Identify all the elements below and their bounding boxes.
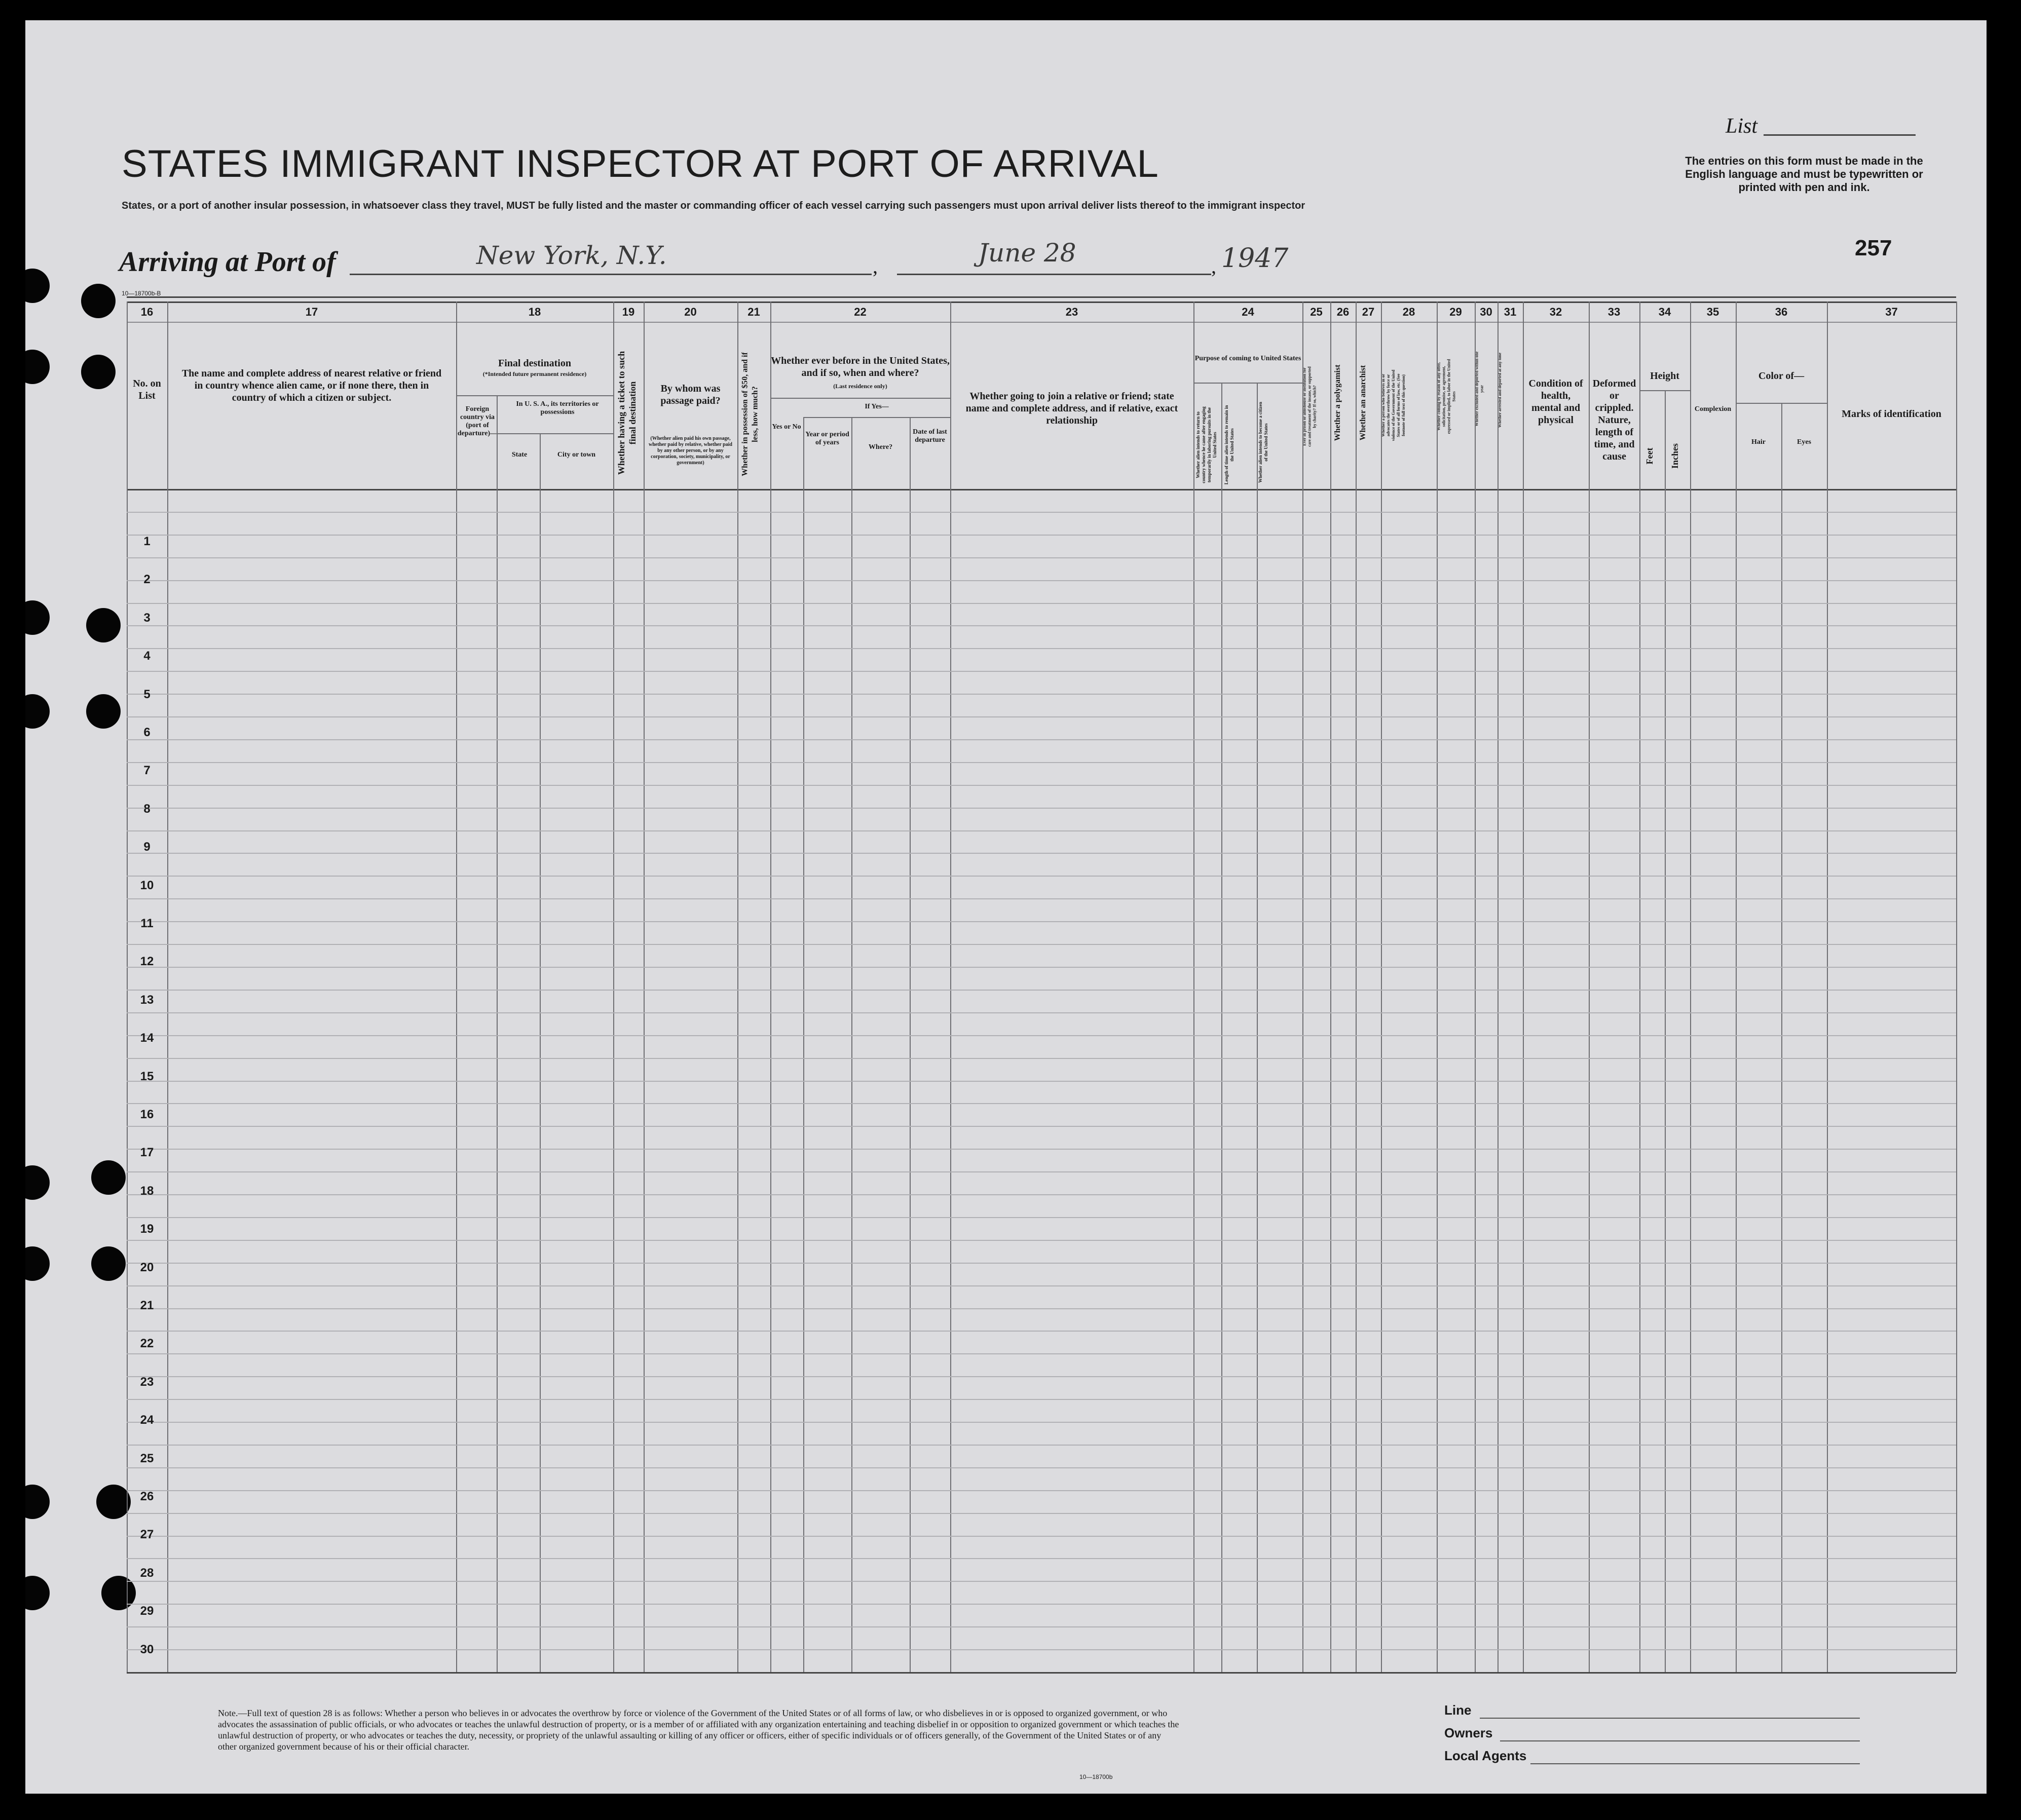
punch-hole — [86, 694, 121, 729]
ruled-line — [127, 808, 1956, 809]
header-inches: Inches — [1670, 443, 1680, 469]
sub-column-divider — [540, 433, 541, 1672]
column-divider — [1356, 301, 1357, 1672]
port-handwriting: New York, N.Y. — [476, 241, 667, 270]
ruled-line — [127, 762, 1956, 763]
column-divider — [1193, 301, 1194, 1672]
footnote-question-28: Note.—Full text of question 28 is as follows: Whether a person who believes in or advocates the overthrow by force or violence of the Government of the United States or of all forms of law, or who disbelieves in or is opposed to organized government, or who advocates the assassination of public officials, or who advocates or teaches the unlawful destruction of property, or is a member of or affiliated with any organization entertaining and teaching disbelief in or opposition to organized government or which teaches the unlawful destruction of property, or who advocates or teaches the duty, necessity, or propriety of the unlawful assaulting or killing of any officer or officers, either of specific individuals or of officers generally, of the Government of the United States or of any other organized government because of his or their official character. — [218, 1708, 1179, 1752]
header-ever-before-in-us: Whether ever before in the United States, and if so, when and where? — [771, 355, 950, 378]
sub-column-divider — [1665, 390, 1666, 1672]
header-labor-offer: Whether coming by reason of any offer, solicitation, promise, or agreement, expressed or implied, to labor in the United States — [1436, 359, 1456, 434]
ruled-line — [127, 512, 1956, 513]
col-number-29: 29 — [1449, 306, 1462, 318]
col-number-17: 17 — [305, 306, 318, 318]
header-anarchist: Whether an anarchist — [1359, 365, 1367, 441]
sub-column-divider — [910, 417, 911, 1672]
manifest-table — [127, 296, 1956, 1670]
col-number-18: 18 — [528, 306, 541, 318]
punch-hole — [25, 694, 50, 729]
form-code: 10—18700b-B — [122, 290, 161, 297]
ruled-line — [127, 1353, 1956, 1354]
ruled-line — [127, 1285, 1956, 1286]
ruled-line — [127, 1012, 1956, 1013]
header-last-residence: (Last residence only) — [833, 383, 887, 390]
column-divider — [1381, 301, 1382, 1672]
comma-2: , — [1211, 255, 1216, 278]
column-divider — [1437, 301, 1438, 1672]
local-agents-label: Local Agents — [1444, 1748, 1527, 1763]
ruled-line — [127, 694, 1956, 695]
header-health: Condition of health, mental and physical — [1528, 378, 1583, 426]
ruled-line — [127, 1149, 1956, 1150]
ruled-line — [127, 1536, 1956, 1537]
list-field[interactable] — [1764, 134, 1916, 136]
header-polygamist: Whether a polygamist — [1333, 364, 1342, 441]
table-top-border — [127, 296, 1956, 298]
header-prison-almshouse: Ever in prison or almshouse or institution for care and treatment of the insane, or supported by charity? If so, which? — [1302, 366, 1317, 447]
header-hair: Hair — [1751, 438, 1766, 446]
year-handwriting: 1947 — [1221, 243, 1289, 274]
ruled-line — [127, 1308, 1956, 1309]
form-subtitle: States, or a port of another insular possession, in whatsoever class they travel, MUST be fully listed and the master or commanding officer of each vessel carrying such passengers must upon arrival deliver lists thereof to the immigrant inspector — [122, 200, 1305, 211]
ruled-line — [127, 1399, 1956, 1400]
sub-column-divider — [1781, 403, 1782, 1672]
row-number: 20 — [140, 1260, 154, 1274]
column-divider — [1498, 301, 1499, 1672]
header-complexion: Complexion — [1694, 405, 1732, 413]
ruled-line — [127, 921, 1956, 922]
column-divider — [1302, 301, 1303, 1672]
row-number: 6 — [143, 726, 151, 739]
row-number: 18 — [140, 1184, 154, 1198]
ruled-line — [127, 853, 1956, 854]
header-eyes: Eyes — [1797, 438, 1811, 446]
punch-hole — [91, 1246, 126, 1281]
punch-hole — [25, 1485, 50, 1519]
date-handwriting: June 28 — [978, 238, 1076, 268]
header-fifty-dollars: Whether in possession of $50, and if less, how much? — [740, 352, 760, 476]
entries-note: The entries on this form must be made in the English language and must be typewritten or printed with pen and ink. — [1685, 155, 1923, 194]
header-city-or-town: City or town — [557, 451, 596, 459]
row-number: 15 — [140, 1069, 154, 1083]
ruled-line — [127, 1103, 1956, 1104]
col-number-23: 23 — [1065, 306, 1078, 318]
ruled-line — [127, 580, 1956, 581]
page-number: 257 — [1855, 236, 1892, 260]
ruled-line — [127, 785, 1956, 786]
port-label: Arriving at Port of — [119, 246, 336, 278]
col-number-31: 31 — [1504, 306, 1517, 318]
row-number: 1 — [143, 535, 151, 548]
column-divider — [644, 301, 645, 1672]
header-where: Where? — [868, 443, 893, 451]
column-divider — [1475, 301, 1476, 1672]
col-number-35: 35 — [1706, 306, 1719, 318]
ruled-line — [127, 671, 1956, 672]
ruled-line — [127, 1626, 1956, 1627]
col-number-19: 19 — [622, 306, 635, 318]
row-number: 25 — [140, 1451, 154, 1465]
header-year-or-period: Year or period of years — [805, 431, 849, 446]
col-number-37: 37 — [1885, 306, 1898, 318]
header-passage-paid-sub: (Whether alien paid his own passage, whether paid by relative, whether paid by any other person, or by any corporation, society, municipality, or government) — [648, 436, 732, 466]
row-number: 12 — [140, 955, 154, 969]
line-field[interactable] — [1480, 1718, 1860, 1719]
col-number-36: 36 — [1775, 306, 1788, 318]
col-number-20: 20 — [684, 306, 697, 318]
column-divider — [1956, 301, 1957, 1672]
col-number-27: 27 — [1362, 306, 1375, 318]
ruled-line — [127, 1081, 1956, 1082]
ruled-line — [127, 1194, 1956, 1195]
ruled-line — [127, 1422, 1956, 1423]
ruled-line — [127, 1126, 1956, 1127]
ruled-line — [127, 1558, 1956, 1559]
footer-form-code: 10—18700b — [1079, 1773, 1113, 1780]
punch-hole — [25, 600, 50, 635]
punch-hole — [25, 269, 50, 303]
row-number: 14 — [140, 1031, 154, 1045]
row-number: 7 — [143, 764, 151, 778]
header-overthrow: Whether a person who believes in or advocates the overthrow by force or violence of the Government of the United States or of all forms of law, etc. (See footnote of full text of this question) — [1381, 369, 1406, 441]
line-label: Line — [1444, 1702, 1472, 1718]
ruled-line — [127, 1263, 1956, 1264]
punch-hole — [25, 1576, 50, 1610]
ruled-line — [127, 625, 1956, 626]
row-number: 22 — [140, 1337, 154, 1351]
row-number: 4 — [143, 649, 151, 663]
row-number: 11 — [140, 917, 154, 930]
list-label: List — [1726, 115, 1758, 138]
ruled-line — [127, 1171, 1956, 1172]
ruled-line — [127, 603, 1956, 604]
form-title: STATES IMMIGRANT INSPECTOR AT PORT OF ARRIVAL — [122, 142, 1159, 185]
header-height: Height — [1650, 370, 1679, 382]
ruled-line — [127, 1058, 1956, 1059]
row-number: 26 — [140, 1490, 154, 1503]
column-divider — [1639, 301, 1640, 1672]
punch-hole — [91, 1160, 126, 1195]
row-number: 3 — [143, 611, 151, 625]
header-feet: Feet — [1644, 447, 1655, 465]
sub-divider — [456, 395, 613, 396]
col-number-32: 32 — [1549, 306, 1562, 318]
header-foreign-country: Foreign country via (port of departure)— — [457, 405, 498, 437]
row-number: 16 — [140, 1108, 154, 1121]
ruled-line — [127, 1331, 1956, 1332]
header-state: State — [511, 451, 528, 459]
row-number: 21 — [140, 1299, 154, 1312]
header-bottom-border — [127, 489, 1956, 490]
col-number-21: 21 — [747, 306, 760, 318]
ruled-line — [127, 1035, 1956, 1036]
sub-divider — [803, 417, 950, 418]
col-number-16: 16 — [140, 306, 154, 318]
ruled-line — [127, 898, 1956, 899]
ruled-line — [127, 1467, 1956, 1468]
ruled-line — [127, 1513, 1956, 1514]
sub-column-divider — [1221, 383, 1222, 1672]
manifest-sheet — [25, 20, 1987, 1794]
column-divider — [613, 301, 614, 1672]
ruled-line — [127, 830, 1956, 831]
row-number: 24 — [140, 1413, 154, 1427]
local-agents-field[interactable] — [1530, 1763, 1860, 1764]
header-excluded-deported: Whether excluded and deported within one year — [1474, 351, 1484, 427]
punch-hole — [25, 1165, 50, 1200]
header-purpose-citizen: Whether alien intends to become a citizen of the United States — [1258, 402, 1268, 483]
column-number-divider — [127, 322, 1956, 323]
ruled-line — [127, 990, 1956, 991]
ruled-line — [127, 944, 1956, 945]
row-number: 28 — [140, 1566, 154, 1580]
ruled-line — [127, 876, 1956, 877]
column-divider — [737, 301, 738, 1672]
comma-1: , — [873, 255, 878, 278]
sub-column-divider — [851, 417, 852, 1672]
header-join-relative: Whether going to join a relative or friend; state name and complete address, and if relative, exact relationship — [965, 391, 1178, 426]
punch-hole — [81, 284, 116, 318]
punch-hole — [86, 608, 121, 642]
row-number: 19 — [140, 1222, 154, 1236]
column-divider — [1827, 301, 1828, 1672]
col-number-26: 26 — [1336, 306, 1350, 318]
header-yes-or-no: Yes or No — [772, 423, 801, 431]
row-number: 5 — [143, 687, 151, 701]
table-top-border-2 — [127, 301, 1956, 303]
sub-divider — [1193, 383, 1302, 384]
ruled-line — [127, 1581, 1956, 1582]
header-purpose: Purpose of coming to United States — [1194, 355, 1301, 362]
header-marks-identification: Marks of identification — [1842, 408, 1941, 420]
ruled-line — [127, 1217, 1956, 1218]
header-no-on-list: No. on List — [133, 378, 161, 401]
ruled-line — [127, 716, 1956, 717]
punch-hole — [96, 1485, 131, 1519]
column-divider — [1330, 301, 1331, 1672]
ruled-line — [127, 1240, 1956, 1241]
row-number: 29 — [140, 1604, 154, 1618]
column-divider — [1690, 301, 1691, 1672]
column-divider — [1589, 301, 1590, 1672]
column-divider — [1736, 301, 1737, 1672]
row-number: 8 — [143, 802, 151, 816]
sub-divider — [770, 398, 950, 399]
header-purpose-length: Length of time alien intends to remain in the United States — [1224, 405, 1234, 485]
col-number-28: 28 — [1402, 306, 1415, 318]
column-divider — [127, 301, 128, 1672]
ruled-line — [127, 557, 1956, 558]
ruled-line — [127, 1649, 1956, 1650]
row-number: 10 — [140, 878, 154, 892]
column-divider — [456, 301, 457, 1672]
header-color-of: Color of— — [1758, 370, 1805, 382]
row-number: 27 — [140, 1528, 154, 1542]
ruled-line — [127, 1490, 1956, 1491]
header-deformed: Deformed or crippled. Nature, length of time, and cause — [1592, 378, 1636, 462]
ruled-line — [127, 535, 1956, 536]
col-number-33: 33 — [1607, 306, 1621, 318]
column-divider — [770, 301, 771, 1672]
column-divider — [1523, 301, 1524, 1672]
row-number: 2 — [143, 573, 151, 587]
col-number-30: 30 — [1480, 306, 1492, 318]
ruled-line — [127, 739, 1956, 740]
header-in-usa: In U. S. A., its territories or possessions — [516, 400, 599, 416]
owners-label: Owners — [1444, 1725, 1493, 1740]
header-nearest-relative: The name and complete address of nearest relative or friend in country whence alien came, or if none there, then in country of which a citizen or subject. — [181, 368, 442, 403]
column-divider — [950, 301, 951, 1672]
punch-hole — [81, 355, 116, 389]
owners-field[interactable] — [1500, 1740, 1860, 1741]
header-arrested-deported: Whether arrested and deported at any time — [1498, 352, 1502, 428]
date-field[interactable] — [897, 274, 1211, 275]
ruled-line — [127, 648, 1956, 649]
row-number: 13 — [140, 993, 154, 1007]
row-number: 23 — [140, 1375, 154, 1389]
header-final-destination-sub: (*Intended future permanent residence) — [482, 370, 587, 377]
table-bottom-border — [127, 1672, 1956, 1674]
header-date-last-departure: Date of last departure — [913, 428, 947, 444]
sub-column-divider — [803, 417, 804, 1672]
sub-column-divider — [497, 395, 498, 1672]
header-purpose-return: Whether alien intends to return to country whence he came after engaging temporarily in laboring pursuits in the United States — [1195, 406, 1217, 483]
col-number-25: 25 — [1310, 306, 1323, 318]
col-number-24: 24 — [1242, 306, 1254, 318]
port-field[interactable] — [350, 274, 872, 275]
punch-hole — [25, 1246, 50, 1281]
row-number: 17 — [140, 1146, 154, 1160]
sub-divider — [497, 433, 613, 434]
sub-column-divider — [1257, 383, 1258, 1672]
header-final-destination: Final destination — [498, 358, 571, 369]
column-divider — [167, 301, 168, 1672]
header-ticket-to-destination: Whether having a ticket to such final destination — [616, 351, 638, 475]
row-number: 30 — [140, 1642, 154, 1656]
ruled-line — [127, 1604, 1956, 1605]
col-number-34: 34 — [1658, 306, 1671, 318]
header-if-yes: If Yes— — [865, 403, 889, 410]
row-number: 9 — [143, 840, 151, 854]
punch-hole — [25, 350, 50, 384]
ruled-line — [127, 1445, 1956, 1446]
ruled-line — [127, 967, 1956, 968]
col-number-22: 22 — [854, 306, 867, 318]
header-passage-paid: By whom was passage paid? — [660, 383, 721, 406]
ruled-line — [127, 1376, 1956, 1377]
